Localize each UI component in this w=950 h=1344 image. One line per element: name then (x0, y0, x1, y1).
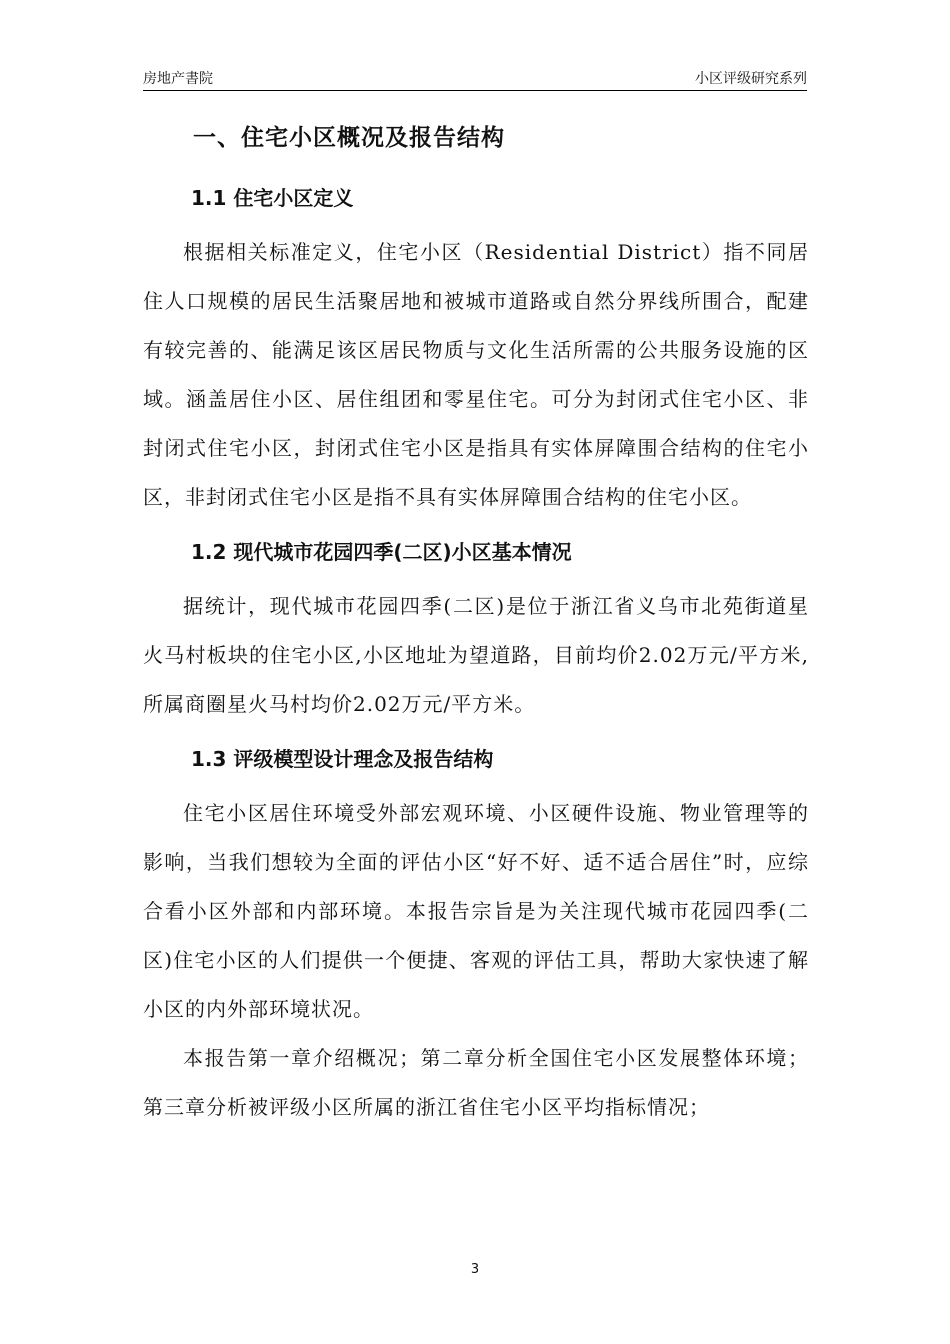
header-brand: 房地产書院 (143, 71, 213, 87)
chapter-title: 一、住宅小区概况及报告结构 (193, 125, 505, 151)
section-heading: 1.1 住宅小区定义 (191, 186, 354, 210)
header-series-title: 小区评级研究系列 (695, 71, 807, 87)
paragraph: 根据相关标准定义，住宅小区（Residential District）指不同居住人口规模的居民生活聚居地和被城市道路或自然分界线所围合，配建有较完善的、能满足该区居民物质与文化生活所需的公共服务设施的区域。涵盖居住小区、居住组团和零星住宅。可分为封闭式住宅小区、非封闭式住宅小区，封闭式住宅小区是指具有实体屏障围合结构的住宅小区，非封闭式住宅小区是指不具有实体屏障围合结构的住宅小区。 (143, 240, 809, 509)
page-number: 3 (470, 1262, 480, 1277)
paragraph: 住宅小区居住环境受外部宏观环境、小区硬件设施、物业管理等的影响，当我们想较为全面的评估小区“好不好、适不适合居住”时，应综合看小区外部和内部环境。本报告宗旨是为关注现代城市花园四季(二区)住宅小区的人们提供一个便捷、客观的评估工具，帮助大家快速了解小区的内外部环境状况。 (143, 801, 809, 1021)
paragraph: 本报告第一章介绍概况；第二章分析全国住宅小区发展整体环境；第三章分析被评级小区所属的浙江省住宅小区平均指标情况； (143, 1046, 809, 1119)
section-heading: 1.3 评级模型设计理念及报告结构 (191, 747, 494, 771)
page-header (143, 66, 807, 91)
section-heading: 1.2 现代城市花园四季(二区)小区基本情况 (191, 540, 572, 564)
paragraph: 据统计，现代城市花园四季(二区)是位于浙江省义乌市北苑街道星火马村板块的住宅小区,小区地址为望道路，目前均价2.02万元/平方米,所属商圈星火马村均价2.02万元/平方米。 (143, 594, 809, 716)
document-body (143, 114, 809, 1132)
